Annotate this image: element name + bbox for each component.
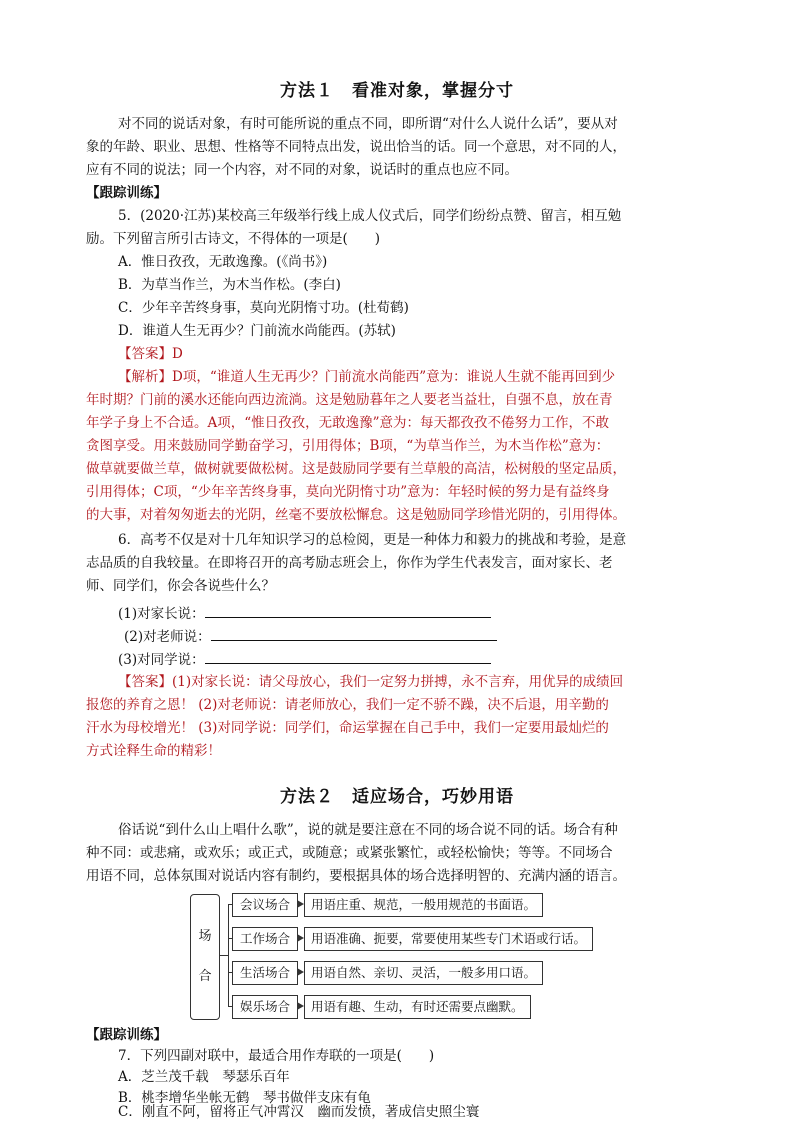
q5-analysis-line: 的大事，对着匆匆逝去的光阴，丝毫不要放松懈怠。这是勉励同学珍惜光阴的，引用得体。 xyxy=(86,507,626,523)
q6-blank-teacher xyxy=(124,626,497,647)
q5-analysis-line: 年时期？门前的溪水还能向西边流淌。这是勉励暮年之人要老当益壮，自强不息，放在青 xyxy=(86,392,613,408)
diagram-category: 会议场合 xyxy=(232,893,298,917)
q6-blank-classmate xyxy=(118,649,491,670)
method2-title: 方法２ 适应场合，巧妙用语 xyxy=(280,787,514,807)
method1-intro-line: 应有不同的说法；同一个内容，对不同的对象，说话时的重点也应不同。 xyxy=(86,162,518,178)
q6-stem-line: 师、同学们，你会各说些什么？ xyxy=(86,578,275,594)
diagram-desc: 用语准确、扼要，常要使用某些专门术语或行话。 xyxy=(304,927,593,951)
q6-stem-line: 6．高考不仅是对十几年知识学习的总检阅，更是一种体力和毅力的挑战和考验，是意 xyxy=(118,532,627,548)
q6-answer-line: 报您的养育之恩！ (2)对老师说：请老师放心，我们一定不骄不躁，决不后退，用辛勤的 xyxy=(86,697,609,713)
arrow-right-icon xyxy=(297,934,304,942)
connector-bracket xyxy=(228,904,229,1006)
diagram-category: 娱乐场合 xyxy=(232,995,298,1019)
q6-answer-line: 方式诠释生命的精彩！ xyxy=(86,743,221,759)
q6-answer-line: 【答案】(1)对家长说：请父母放心，我们一定努力拼搏，永不言弃，用优异的成绩回 xyxy=(118,674,624,690)
q5-stem-line: 5．(2020·江苏)某校高三年级举行线上成人仪式后，同学们纷纷点赞、留言，相互勉 xyxy=(118,208,622,224)
diagram-desc: 用语庄重、规范，一般用规范的书面语。 xyxy=(304,893,543,917)
diagram-root-char: 场 xyxy=(198,929,212,944)
method2-intro-line: 种不同：或悲痛，或欢乐；或正式，或随意；或紧张繁忙，或轻松愉快；等等。不同场合 xyxy=(86,845,613,861)
q5-option: C．少年辛苦终身事，莫向光阴惰寸功。(杜荀鹤) xyxy=(118,300,409,316)
q5-analysis-line: 引用得体；C项，“少年辛苦终身事，莫向光阴惰寸功”意为：年轻时候的努力是有益终身 xyxy=(86,484,610,500)
connector-line xyxy=(219,955,228,956)
q6-stem-line: 志品质的自我较量。在即将召开的高考励志班会上，你作为学生代表发言，面对家长、老 xyxy=(86,555,613,571)
q5-answer: 【答案】D xyxy=(118,346,183,362)
training-label: 【跟踪训练】 xyxy=(86,185,167,201)
method1-intro-line: 对不同的说话对象，有时可能所说的重点不同，即所谓“对什么人说什么话”，要从对 xyxy=(118,116,618,132)
q6-blank-label: (2)对老师说： xyxy=(124,629,211,645)
q5-analysis-line: 做草就要做兰草，做树就要做松树。这是鼓励同学要有兰草般的高洁，松树般的坚定品质， xyxy=(86,461,626,477)
q5-analysis-line: 年学子身上不合适。A项，“惟日孜孜，无敢逸豫”意为：每天都孜孜不倦努力工作，不敢 xyxy=(86,415,610,431)
q5-analysis-line: 贪图享受。用来鼓励同学勤奋学习，引用得体；B项，“为草当作兰，为木当作松”意为： xyxy=(86,438,610,454)
training-label: 【跟踪训练】 xyxy=(86,1027,167,1043)
diagram-root-char: 合 xyxy=(198,969,212,984)
method2-intro-line: 俗话说“到什么山上唱什么歌”，说的就是要注意在不同的场合说不同的话。场合有种 xyxy=(118,822,618,838)
diagram-category: 工作场合 xyxy=(232,927,298,951)
q5-option: D．谁道人生无再少？门前流水尚能西。(苏轼) xyxy=(118,323,396,339)
q5-analysis-line: 【解析】D项，“谁道人生无再少？门前流水尚能西”意为：谁说人生就不能再回到少 xyxy=(118,369,616,385)
q5-stem-line: 励。下列留言所引古诗文，不得体的一项是( ) xyxy=(86,231,381,247)
answer-blank-line xyxy=(211,626,497,641)
q7-option: A．芝兰茂千载 琴瑟乐百年 xyxy=(118,1069,290,1085)
q7-stem: 7．下列四副对联中，最适合用作寿联的一项是( ) xyxy=(118,1048,435,1064)
method2-intro-line: 用语不同，总体氛围对说话内容有制约，要根据具体的场合选择明智的、充满内涵的语言。 xyxy=(86,868,626,884)
diagram-root-box xyxy=(190,894,220,1020)
arrow-right-icon xyxy=(297,900,304,908)
q6-blank-label: (1)对家长说： xyxy=(118,606,205,622)
diagram-category: 生活场合 xyxy=(232,961,298,985)
q7-option: C．刚直不阿，留将正气冲霄汉 幽而发愤，著成信史照尘寰 xyxy=(118,1104,480,1120)
q6-blank-label: (3)对同学说： xyxy=(118,652,205,668)
q5-option: B．为草当作兰，为木当作松。(李白) xyxy=(118,277,341,293)
q6-blank-parent xyxy=(118,603,491,624)
q7-option: B．桃李增华坐帐无鹤 琴书做伴支床有龟 xyxy=(118,1090,371,1106)
arrow-right-icon xyxy=(297,968,304,976)
answer-blank-line xyxy=(205,649,491,664)
method1-title: 方法１ 看准对象，掌握分寸 xyxy=(280,81,514,101)
answer-blank-line xyxy=(205,603,491,618)
method1-intro-line: 象的年龄、职业、思想、性格等不同特点出发，说出恰当的话。同一个意思，对不同的人， xyxy=(86,139,626,155)
q5-option: A．惟日孜孜，无敢逸豫。(《尚书》) xyxy=(118,254,328,270)
diagram-desc: 用语自然、亲切、灵活，一般多用口语。 xyxy=(304,961,543,985)
q6-answer-line: 汗水为母校增光！ (3)对同学说：同学们，命运掌握在自己手中，我们一定要用最灿烂的 xyxy=(86,720,609,736)
diagram-desc: 用语有趣、生动，有时还需要点幽默。 xyxy=(304,995,531,1019)
arrow-right-icon xyxy=(297,1002,304,1010)
